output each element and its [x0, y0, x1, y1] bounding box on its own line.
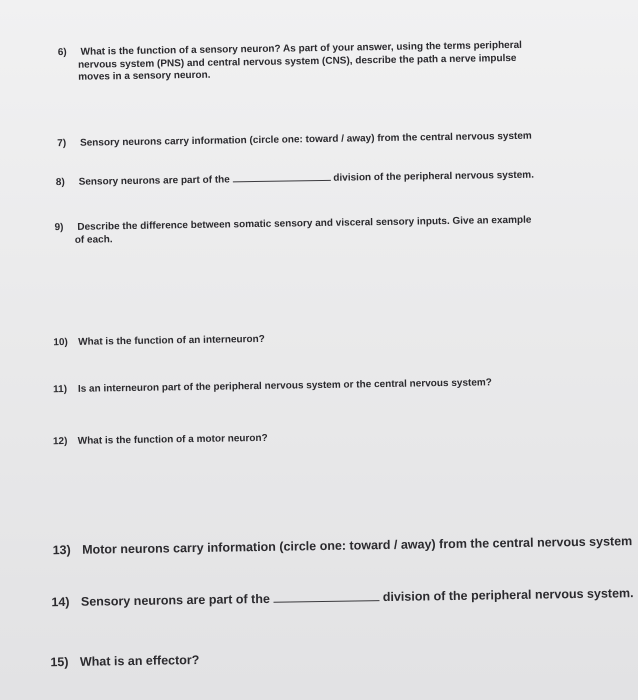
- answer-blank[interactable]: [233, 180, 331, 183]
- question-text: What is the function of a motor neuron?: [77, 432, 268, 447]
- question-number: 9): [54, 222, 64, 234]
- question-number: 11): [53, 383, 68, 396]
- question-number: 10): [53, 336, 68, 349]
- question-14: [51, 586, 633, 611]
- question-text: What is an effector?: [79, 652, 200, 669]
- question-number: 8): [55, 177, 65, 189]
- question-number: 6): [57, 46, 67, 59]
- question-6: [58, 40, 523, 85]
- question-9: [54, 215, 531, 247]
- question-text-after-blank: division of the peripheral nervous system.: [382, 586, 634, 605]
- question-13: [53, 534, 633, 559]
- question-11: [53, 377, 492, 396]
- question-number: 13): [52, 542, 71, 558]
- question-12: [53, 433, 268, 449]
- question-number: 7): [57, 137, 67, 150]
- question-8: [56, 170, 534, 190]
- question-number: 14): [51, 594, 70, 610]
- question-text: Motor neurons carry information (circle one: toward / away) from the central nervous system: [82, 534, 633, 557]
- question-15: [50, 653, 199, 671]
- question-7: [57, 131, 532, 151]
- question-text-before-blank: Sensory neurons are part of the: [80, 591, 270, 609]
- question-text: What is the function of an interneuron?: [78, 333, 265, 348]
- question-text-line-2: nervous system (PNS) and central nervous system (CNS), describe the path a nerve impulse: [77, 52, 517, 71]
- answer-blank[interactable]: [273, 600, 379, 603]
- question-text: Is an interneuron part of the peripheral nervous system or the central nervous system?: [77, 377, 492, 395]
- question-number: 12): [52, 435, 68, 448]
- question-text: What is the function of a sensory neuron? As part of your answer, using the terms peripheral: [80, 39, 523, 58]
- question-number: 15): [50, 655, 69, 670]
- question-text-line-2: of each.: [74, 233, 113, 246]
- question-10: [53, 334, 265, 350]
- question-text-before-blank: Sensory neurons are part of the: [78, 174, 230, 188]
- question-text-line-3: moves in a sensory neuron.: [78, 69, 211, 83]
- question-text: Sensory neurons carry information (circle one: toward / away) from the central nervous system: [79, 130, 532, 149]
- question-text-after-blank: division of the peripheral nervous system.: [333, 169, 535, 184]
- question-text: Describe the difference between somatic sensory and visceral sensory inputs. Give an example: [77, 214, 532, 233]
